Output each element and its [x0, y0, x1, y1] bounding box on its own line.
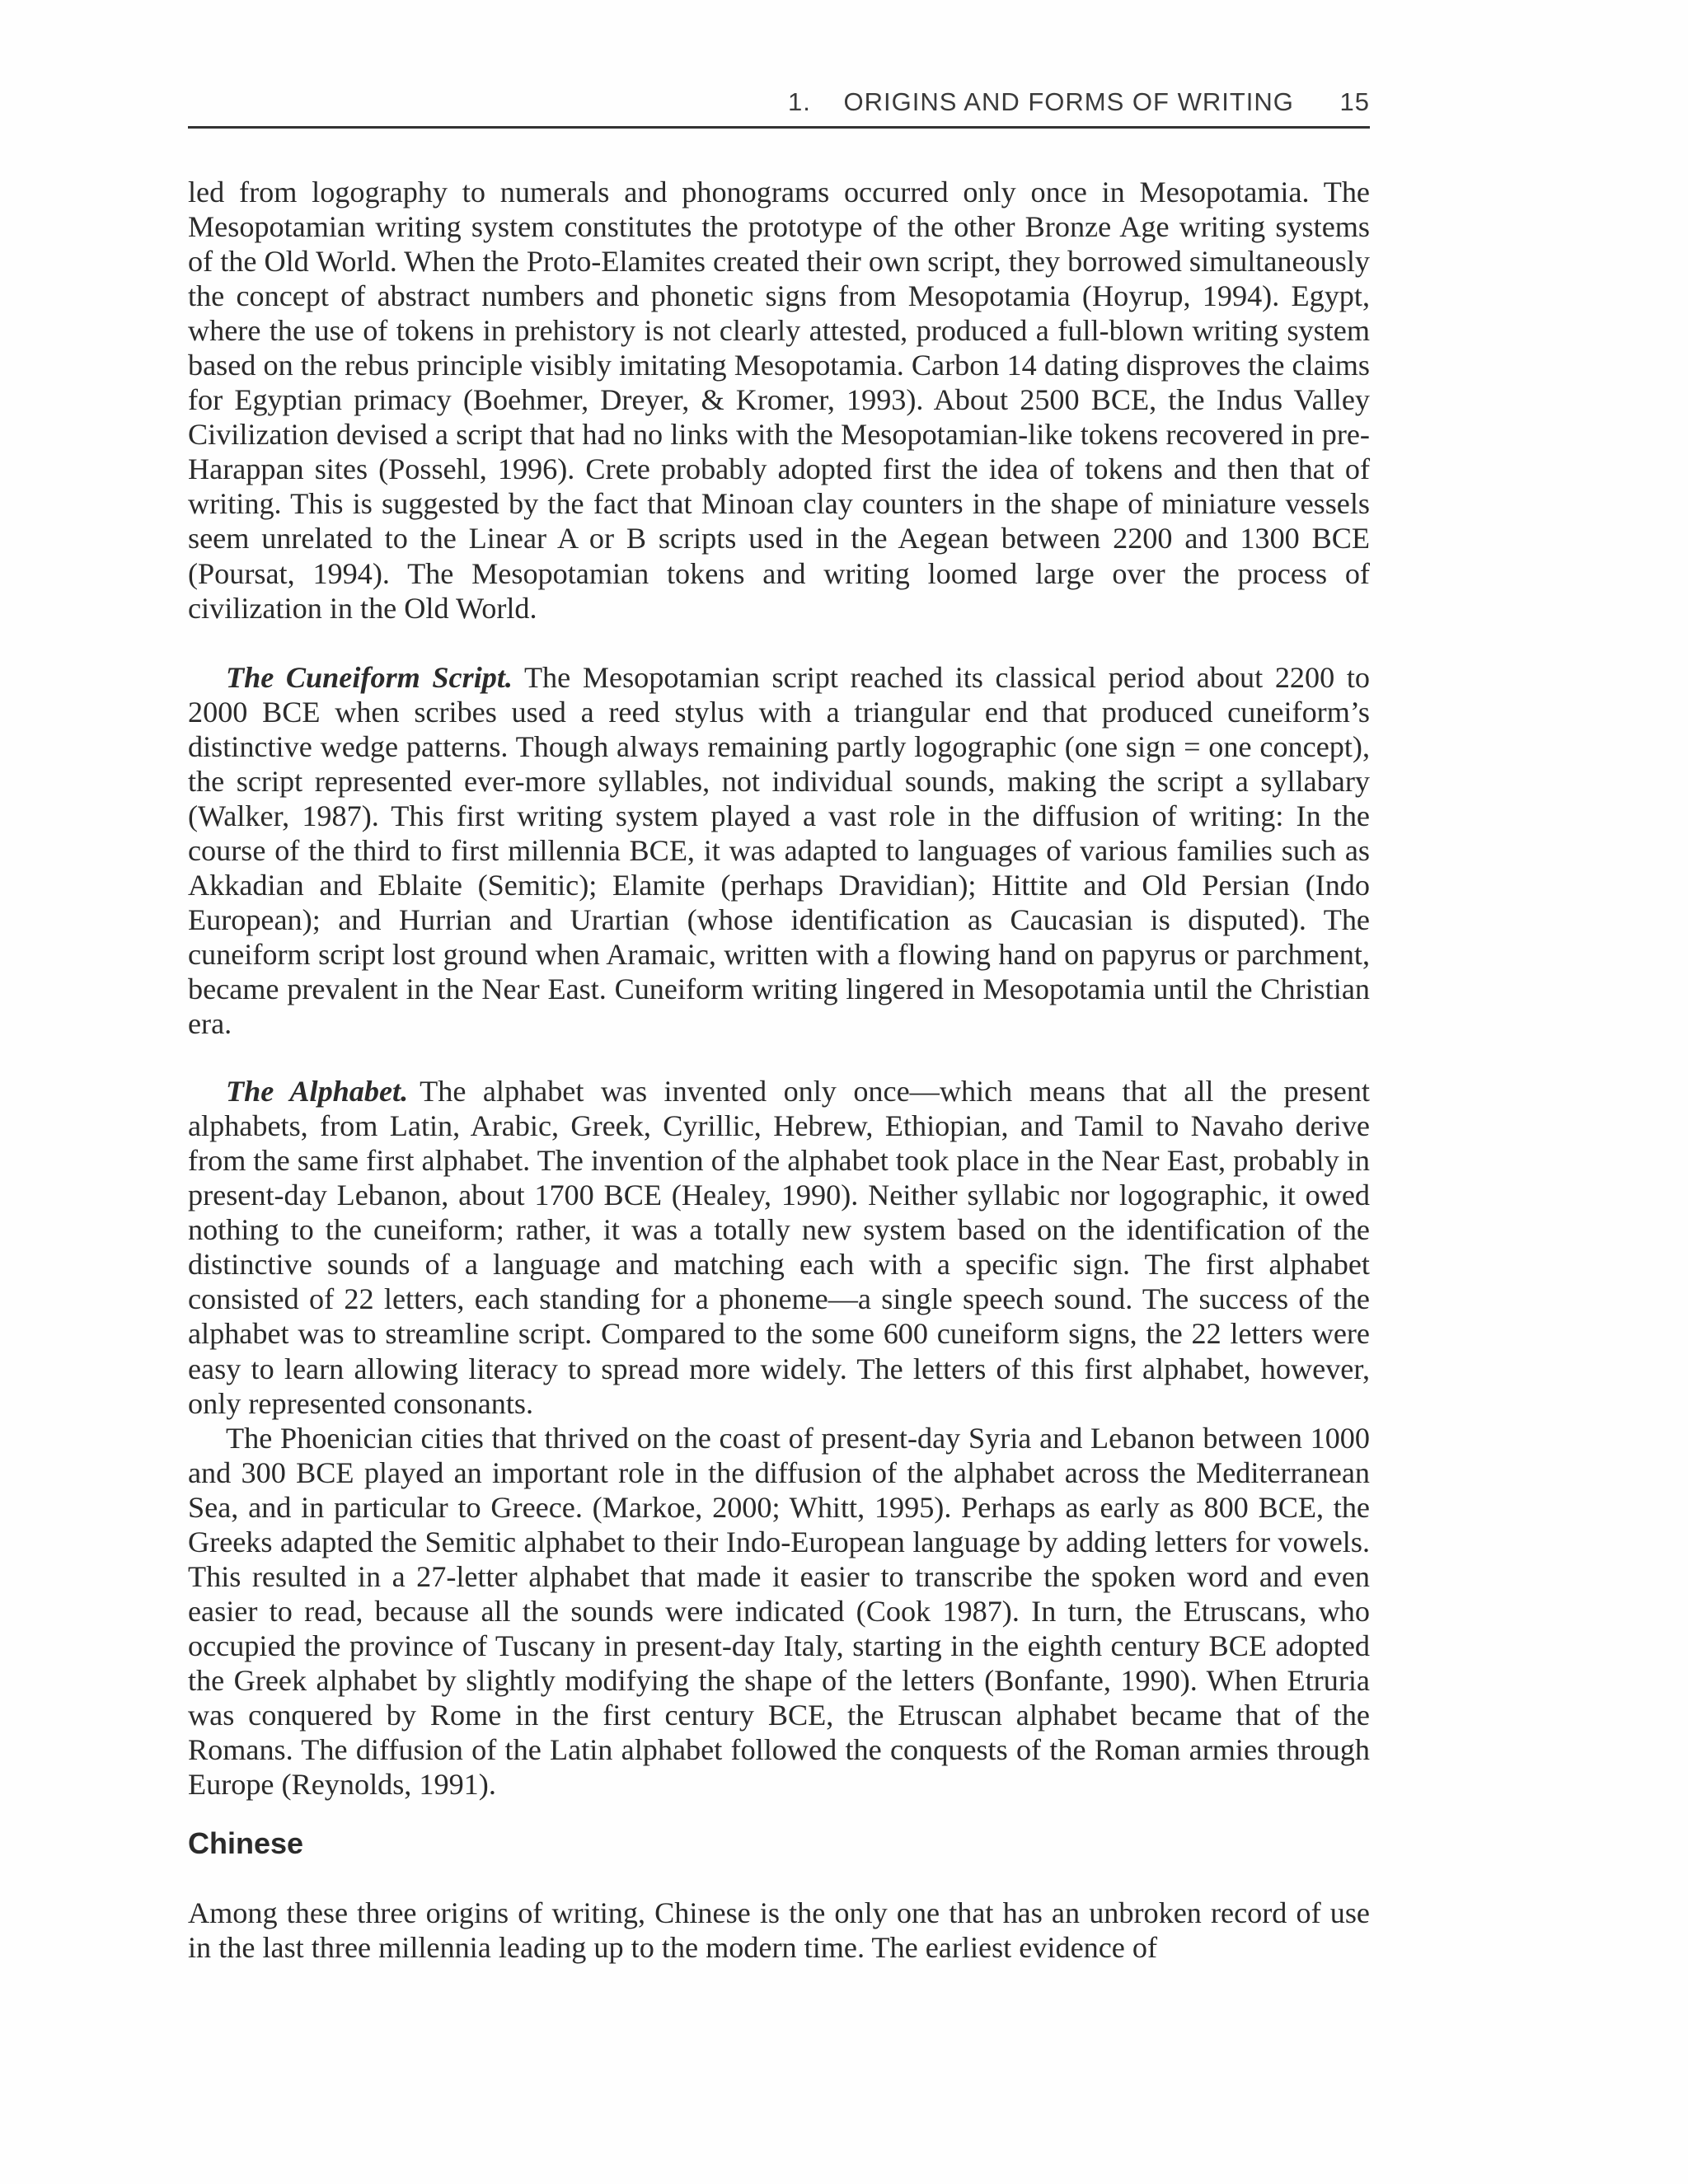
section-heading-chinese: Chinese [188, 1826, 304, 1861]
run-in-heading-cuneiform: The Cuneiform Script. [226, 660, 513, 694]
cuneiform-text: The Mesopotamian script reached its classical period about 2200 to 2000 BCE when scribes used a reed stylus with a triangular end that produced cuneiform’s distinctive wedge patterns. Though always remaining partly logographic (one sign = one concept), the script represented ever-more syllables, not individual sounds, making the script a syllabary (Walker, 1987). This first writing system played a vast role in the diffusion of writing: In the course of the third to first millennia BCE, it was adapted to languages of various families such as Akkadian and Eblaite (Semitic); Elamite (perhaps Dravidian); Hittite and Old Persian (Indo European); and Hurrian and Urartian (whose identification as Caucasian is disputed). The cuneiform script lost ground when Aramaic, written with a flowing hand on papyrus or parchment, became prevalent in the Near East. Cuneiform writing lingered in Mesopotamia until the Christian era. [188, 660, 1370, 1041]
paragraph-gap [188, 626, 1370, 660]
paragraph-gap [188, 1041, 1370, 1074]
paragraph-chinese: Among these three origins of writing, Chinese is the only one that has an unbroken record of use in the last three millennia leading up to the modern time. The earliest evidence of [188, 1896, 1370, 1965]
paragraph-continued: led from logography to numerals and phonograms occurred only once in Mesopotamia. The Mesopotamian writing system constitutes the prototype of the other Bronze Age writing systems of the Old World. When the Proto-Elamites created their own script, they borrowed simultaneously the concept of abstract numbers and phonetic signs from Mesopotamia (Hoyrup, 1994). Egypt, where the use of tokens in prehistory is not clearly attested, produced a full-blown writing system based on the rebus principle visibly imitating Mesopotamia. Carbon 14 dating disproves the claims for Egyptian primacy (Boehmer, Dreyer, & Kromer, 1993). About 2500 BCE, the Indus Valley Civilization devised a script that had no links with the Mesopotamian-like tokens recovered in pre-Harappan sites (Possehl, 1996). Crete probably adopted first the idea of tokens and then that of writing. This is suggested by the fact that Minoan clay counters in the shape of miniature vessels seem unrelated to the Linear A or B scripts used in the Aegean between 2200 and 1300 BCE (Poursat, 1994). The Mesopotamian tokens and writing loomed large over the process of civilization in the Old World. [188, 176, 1370, 625]
paragraph-phoenician: The Phoenician cities that thrived on the coast of present-day Syria and Lebanon between 1000 and 300 BCE played an important role in the diffusion of the alphabet across the Mediterranean Sea, and in particular to Greece. (Markoe, 2000; Whitt, 1995). Perhaps as early as 800 BCE, the Greeks adapted the Semitic alphabet to their Indo-European language by adding letters for vowels. This resulted in a 27-letter alphabet that made it easier to transcribe the spoken word and even easier to read, because all the sounds were indicated (Cook 1987). In turn, the Etruscans, who occupied the province of Tuscany in present-day Italy, starting in the eighth century BCE adopted the Greek alphabet by slightly modifying the shape of the letters (Bonfante, 1990). When Etruria was conquered by Rome in the first century BCE, the Etruscan alphabet became that of the Romans. The diffusion of the Latin alphabet followed the conquests of the Roman armies through Europe (Reynolds, 1991). [188, 1421, 1370, 1802]
chapter-title: ORIGINS AND FORMS OF WRITING [843, 87, 1294, 116]
alphabet-text: The alphabet was invented only once—which means that all the present alphabets, from Latin, Arabic, Greek, Cyrillic, Hebrew, Ethiopian, and Tamil to Navaho derive from the same first alphabet. The invention of the alphabet took place in the Near East, probably in present-day Lebanon, about 1700 BCE (Healey, 1990). Neither syllabic nor logographic, it owed nothing to the cuneiform; rather, it was a totally new system based on the identification of the distinctive sounds of a language and matching each with a specific sign. The first alphabet consisted of 22 letters, each standing for a phoneme—a single speech sound. The success of the alphabet was to streamline script. Compared to the some 600 cuneiform signs, the 22 letters were easy to learn allowing literacy to spread more widely. The letters of this first alphabet, however, only represented consonants. [188, 1075, 1370, 1420]
paragraph-cuneiform [188, 660, 1370, 1042]
run-in-heading-alphabet: The Alphabet. [226, 1075, 409, 1108]
body-text [188, 175, 1370, 1965]
running-head [188, 86, 1370, 129]
chapter-number: 1. [788, 87, 811, 116]
page-number: 15 [1339, 87, 1370, 116]
paragraph-alphabet [188, 1074, 1370, 1420]
